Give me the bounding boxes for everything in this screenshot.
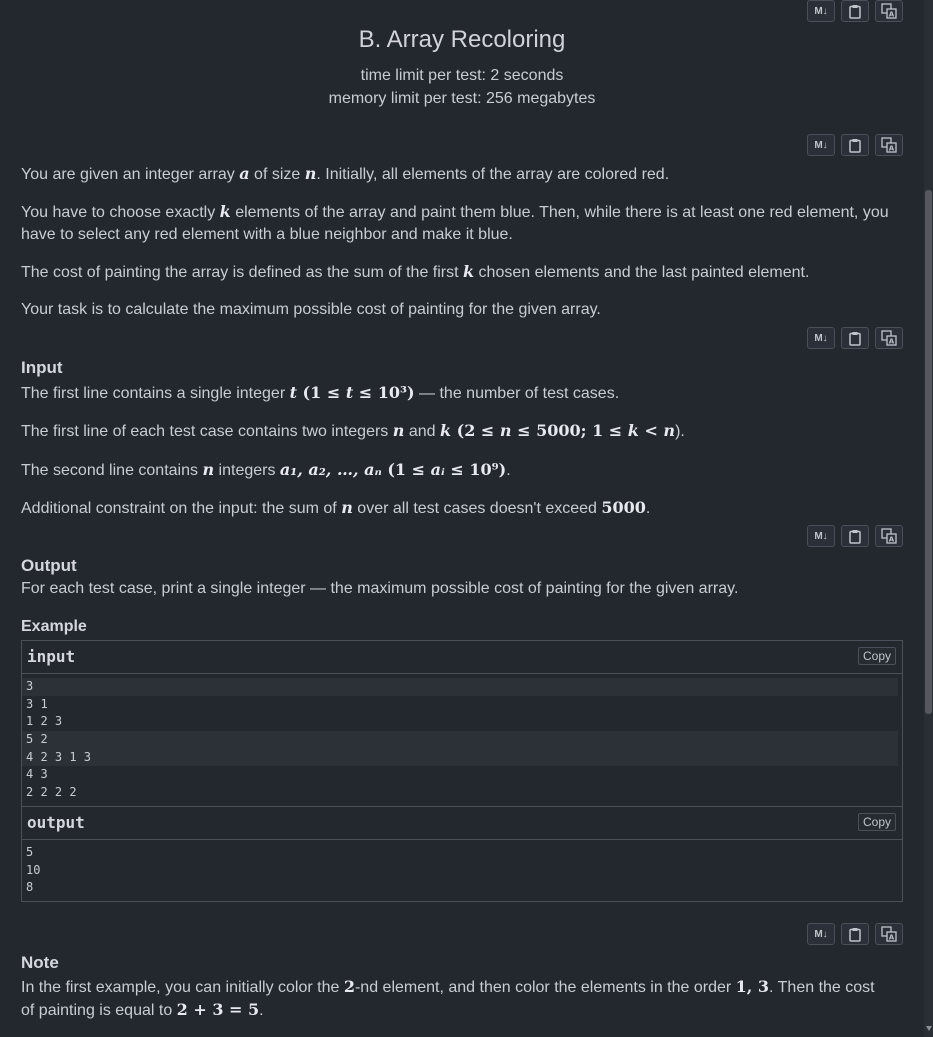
example-input-line: 3 (22, 678, 898, 696)
example-input-label: input (27, 647, 76, 666)
input-header: Input (21, 358, 63, 377)
translate-icon (881, 137, 897, 153)
translate-button[interactable] (875, 525, 903, 547)
example-output-content[interactable] (22, 840, 902, 897)
markdown-icon: M↓ (814, 332, 828, 344)
example-input-box (21, 640, 903, 807)
clipboard-icon (848, 927, 862, 942)
clipboard-icon (848, 331, 862, 346)
clipboard-icon (848, 4, 862, 19)
markdown-button[interactable] (807, 0, 835, 22)
example-input-line: 1 2 3 (26, 714, 63, 729)
translate-button[interactable] (875, 327, 903, 349)
example-output-header (22, 807, 902, 840)
example-input-line: 3 1 (26, 696, 48, 711)
output-header: Output (21, 556, 77, 575)
example-output-line: 8 (26, 880, 34, 895)
svg-text:A: A (888, 933, 895, 942)
copy-output-button[interactable]: Copy (858, 813, 896, 831)
example-input-line: 2 2 2 2 (26, 785, 77, 800)
markdown-icon: M↓ (814, 139, 828, 151)
toolbar-output (807, 525, 903, 547)
clipboard-icon (848, 138, 862, 153)
example-input-line: 5 2 (22, 731, 898, 749)
toolbar-input (807, 327, 903, 349)
scroll-down-arrow-icon[interactable] (926, 1026, 932, 1031)
markdown-icon: M↓ (814, 5, 828, 17)
note-header: Note (21, 953, 59, 972)
example-output-box (21, 806, 903, 902)
translate-icon (881, 330, 897, 346)
statement-paragraph-1: You are given an integer array a of size n. Initially, all elements of the array are colored red. (21, 164, 670, 183)
markdown-icon: M↓ (814, 928, 828, 940)
example-input-content[interactable] (22, 674, 902, 802)
markdown-button[interactable] (807, 327, 835, 349)
translate-icon (881, 3, 897, 19)
copy-to-clipboard-button[interactable] (841, 923, 869, 945)
statement-paragraph-3: The cost of painting the array is defined as the sum of the first k chosen elements and the last painted element. (21, 262, 810, 281)
statement-paragraph-4: Your task is to calculate the maximum possible cost of painting for the given array. (21, 301, 601, 318)
scrollbar-thumb[interactable] (925, 190, 932, 714)
example-input-header (22, 641, 902, 674)
toolbar-note (807, 923, 903, 945)
toolbar-statement (807, 134, 903, 156)
svg-text:A: A (888, 337, 895, 346)
example-output-line: 5 (26, 845, 34, 859)
statement-paragraph-2: You have to choose exactly k elements of the array and paint them blue. Then, while there is at least one red element, you have to select any red element with a blue neighbor and make it blue. (21, 202, 889, 243)
example-output-label: output (27, 813, 85, 832)
example-output-line: 10 (26, 862, 41, 877)
example-input-line: 4 2 3 1 3 (22, 749, 898, 767)
time-limit: time limit per test: 2 seconds (360, 67, 564, 84)
memory-limit: memory limit per test: 256 megabytes (328, 90, 596, 107)
toolbar-header (807, 0, 903, 22)
input-line-2: The first line of each test case contains two integers n and k (2 ≤ n ≤ 5000; 1 ≤ k < n). (21, 421, 685, 440)
example-header: Example (21, 618, 87, 635)
translate-icon (881, 528, 897, 544)
output-text: For each test case, print a single integer — the maximum possible cost of painting for the given array. (21, 580, 739, 597)
copy-to-clipboard-button[interactable] (841, 525, 869, 547)
copy-to-clipboard-button[interactable] (841, 134, 869, 156)
svg-text:A: A (888, 10, 895, 19)
markdown-button[interactable] (807, 525, 835, 547)
translate-button[interactable] (875, 0, 903, 22)
problem-title: B. Array Recoloring (358, 26, 566, 53)
svg-text:A: A (888, 144, 895, 153)
clipboard-icon (848, 529, 862, 544)
input-line-3: The second line contains n integers a₁, a₂, …, aₙ (1 ≤ aᵢ ≤ 10⁹). (21, 460, 511, 479)
translate-icon (881, 926, 897, 942)
note-text: In the first example, you can initially color the 2-nd element, and then color the elements in the order 1, 3. Then the cost of painting is equal to 2 + 3 = 5. (21, 977, 875, 1019)
markdown-button[interactable] (807, 134, 835, 156)
translate-button[interactable] (875, 923, 903, 945)
svg-text:A: A (888, 535, 895, 544)
translate-button[interactable] (875, 134, 903, 156)
markdown-icon: M↓ (814, 530, 828, 542)
input-line-1: The first line contains a single integer t (1 ≤ t ≤ 10³) — the number of test cases. (21, 383, 620, 402)
copy-input-button[interactable]: Copy (858, 647, 896, 665)
example-input-line: 4 3 (26, 767, 48, 782)
input-line-4: Additional constraint on the input: the sum of n over all test cases doesn't exceed 5000. (21, 498, 651, 517)
markdown-button[interactable] (807, 923, 835, 945)
copy-to-clipboard-button[interactable] (841, 327, 869, 349)
vertical-scrollbar[interactable] (924, 0, 933, 1037)
copy-to-clipboard-button[interactable] (841, 0, 869, 22)
